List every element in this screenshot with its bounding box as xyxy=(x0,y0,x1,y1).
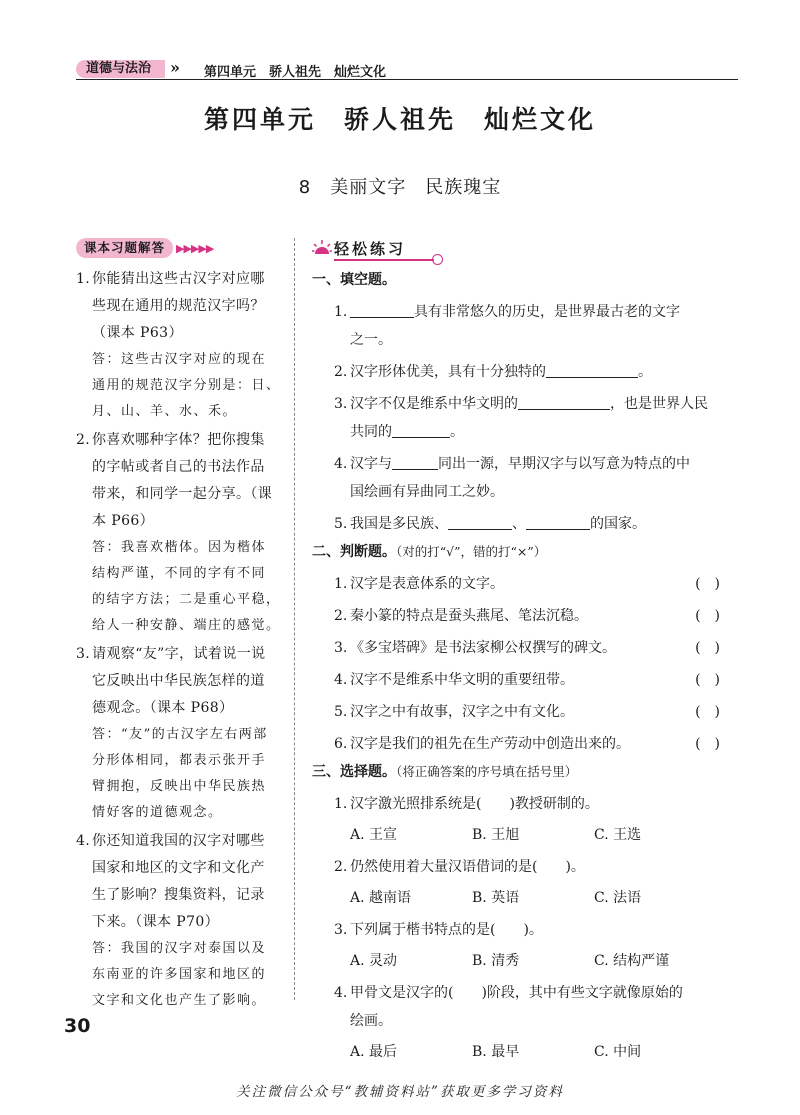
option[interactable]: C. 结构严谨 xyxy=(594,953,670,969)
fill-item: 4. 汉字与 同出一源，早期汉字与以写意为特点的中 国绘画有异曲同工之妙。 xyxy=(312,450,732,506)
answer-parentheses[interactable]: ( ) xyxy=(695,704,720,720)
choice-item: 1. 汉字激光照排系统是( )教授研制的。 xyxy=(334,796,599,812)
fill-item: 5. 我国是多民族、 、 的国家。 xyxy=(312,510,732,538)
footer-note: 关注微信公众号“教辅资料站”获取更多学习资料 xyxy=(236,1084,564,1100)
judge-item: 2. 秦小篆的特点是蚕头燕尾、笔法沉稳。 ( ) xyxy=(312,602,732,630)
heading-underline xyxy=(334,259,434,261)
section-title: 一、填空题。 xyxy=(312,272,396,288)
question-block xyxy=(76,641,282,826)
judge-item: 1. 汉字是表意体系的文字。 ( ) xyxy=(312,570,732,598)
answer-blank[interactable] xyxy=(546,361,638,378)
option[interactable]: C. 王选 xyxy=(594,827,642,843)
textbook-answers-heading xyxy=(76,238,282,258)
lesson-title: 8 美丽文字 民族瑰宝 xyxy=(298,177,502,198)
choice-item: 3. 下列属于楷书特点的是( )。 xyxy=(334,922,543,938)
answer-parentheses[interactable]: ( ) xyxy=(695,736,720,752)
double-chevron-icon: » xyxy=(170,58,180,77)
option[interactable]: B. 最早 xyxy=(472,1044,520,1060)
judge-item: 4. 汉字不是维系中华文明的重要纽带。 ( ) xyxy=(312,666,732,694)
judge-item: 5. 汉字之中有故事，汉字之中有文化。 ( ) xyxy=(312,698,732,726)
option[interactable]: B. 王旭 xyxy=(472,827,520,843)
question: 2. 你喜欢哪种字体？把你搜集 的字帖或者自己的书法作品 带来，和同学一起分享。（课 本 P66） xyxy=(76,432,273,529)
fill-item: 1. 具有非常悠久的历史，是世界最古老的文字 之一。 xyxy=(312,298,732,354)
choice-item: 2. 仍然使用着大量汉语借词的是( )。 xyxy=(334,859,585,875)
question: 3. 请观察“友”字，试着说一说 它反映出中华民族怎样的道 德观念。（课本 P68） xyxy=(76,646,266,716)
answer: 答：我喜欢楷体。因为楷体 结构严谨，不同的字有不同 的结字方法；二是重心平稳， 给人一种安静、端庄的感觉。 xyxy=(92,540,281,633)
question: 4. 你还知道我国的汉字对哪些 国家和地区的文字和文化产 生了影响？搜集资料，记录 下来。（课本 P70） xyxy=(76,833,265,930)
judge-item: 6. 汉字是我们的祖先在生产劳动中创造出来的。 ( ) xyxy=(312,730,732,758)
option[interactable]: A. 最后 xyxy=(350,1044,398,1060)
answer-blank[interactable] xyxy=(392,421,450,438)
choice-options xyxy=(312,884,732,912)
page-number: 30 xyxy=(64,1015,91,1037)
answer-blank[interactable] xyxy=(392,453,438,470)
answer: 答：“友”的古汉字左右两部 分形体相同，都表示张开手 臂拥抱，反映出中华民族热 情好客的道德观念。 xyxy=(92,727,268,820)
section-title: 二、判断题。（对的打“√”，错的打“×”） xyxy=(312,544,547,560)
question-block xyxy=(76,427,282,639)
fill-item: 3. 汉字不仅是维系中华文明的 ，也是世界人民 共同的 。 xyxy=(312,390,732,446)
choice-options xyxy=(312,947,732,975)
section-title: 三、选择题。（将正确答案的序号填在括号里） xyxy=(312,764,578,780)
question-block xyxy=(76,266,282,425)
option[interactable]: A. 灵动 xyxy=(350,953,398,969)
option[interactable]: C. 法语 xyxy=(594,890,642,906)
heading-label: 课本习题解答 xyxy=(76,238,173,258)
header-rule xyxy=(76,79,738,80)
practice-heading-label: 轻松练习 xyxy=(334,240,407,258)
subject-tab: 道德与法治 xyxy=(76,60,165,78)
answer-parentheses[interactable]: ( ) xyxy=(695,576,720,592)
answer: 答：这些古汉字对应的现在 通用的规范汉字分别是：日、 月、山、羊、水、禾。 xyxy=(92,352,281,419)
practice-heading xyxy=(312,238,732,262)
unit-title: 第四单元 骄人祖先 灿烂文化 xyxy=(203,105,596,134)
choice-options xyxy=(312,1038,732,1066)
answer-blank[interactable] xyxy=(350,301,414,318)
answer-blank[interactable] xyxy=(518,393,610,410)
option[interactable]: A. 越南语 xyxy=(350,890,412,906)
answer-blank[interactable] xyxy=(526,513,590,530)
textbook-answers-column xyxy=(76,238,282,1016)
answer-parentheses[interactable]: ( ) xyxy=(695,608,720,624)
running-header xyxy=(62,58,738,80)
sun-icon xyxy=(312,240,332,256)
option[interactable]: C. 中间 xyxy=(594,1044,642,1060)
answer-parentheses[interactable]: ( ) xyxy=(695,640,720,656)
option[interactable]: B. 清秀 xyxy=(472,953,520,969)
circle-icon xyxy=(432,254,443,265)
practice-column xyxy=(312,238,732,1066)
option[interactable]: A. 王宣 xyxy=(350,827,398,843)
fill-item: 2. 汉字形体优美，具有十分独特的 。 xyxy=(312,358,732,386)
choice-options xyxy=(312,821,732,849)
question: 1. 你能猜出这些古汉字对应哪 些现在通用的规范汉字吗？ （课本 P63） xyxy=(76,271,265,341)
column-divider xyxy=(294,238,295,1000)
running-header-title: 第四单元 骄人祖先 灿烂文化 xyxy=(204,65,387,80)
option[interactable]: B. 英语 xyxy=(472,890,520,906)
choice-item: 4. 甲骨文是汉字的( )阶段，其中有些文字就像原始的 绘画。 xyxy=(334,985,683,1029)
judge-item: 3. 《多宝塔碑》是书法家柳公权撰写的碑文。 ( ) xyxy=(312,634,732,662)
answer-blank[interactable] xyxy=(448,513,512,530)
arrows-icon: ▶▶▶▶▶ xyxy=(176,242,214,255)
question-block xyxy=(76,828,282,1014)
answer: 答：我国的汉字对泰国以及 东南亚的许多国家和地区的 文字和文化也产生了影响。 xyxy=(92,941,267,1008)
answer-parentheses[interactable]: ( ) xyxy=(695,672,720,688)
